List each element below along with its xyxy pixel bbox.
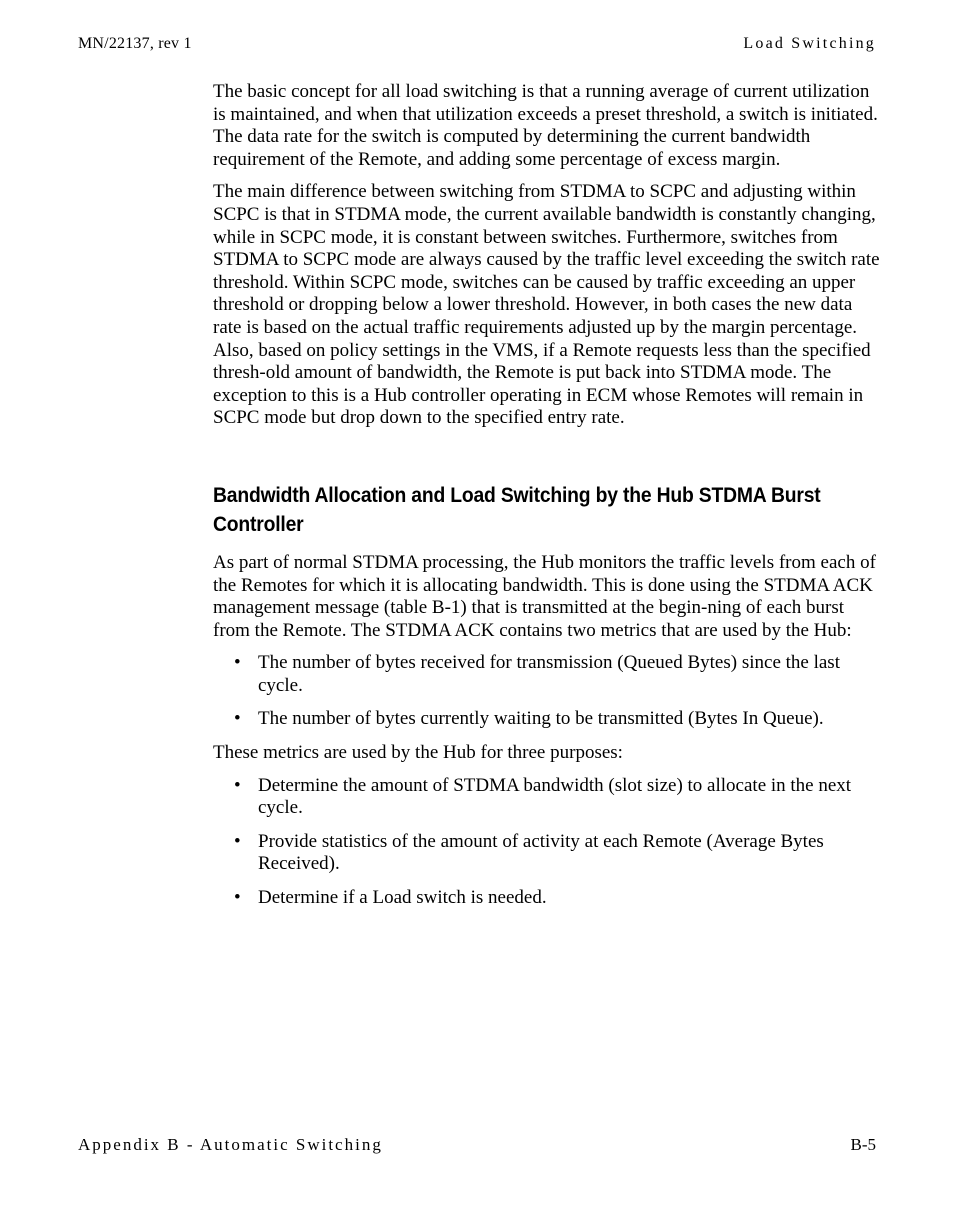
bullet-icon: • bbox=[234, 774, 241, 796]
metrics-bullet-list bbox=[213, 652, 881, 731]
list-item bbox=[213, 831, 881, 876]
list-item bbox=[213, 652, 881, 697]
purposes-bullet-list bbox=[213, 775, 881, 910]
header-doc-number: MN/22137, rev 1 bbox=[78, 35, 192, 52]
list-item-text: The number of bytes received for transmission (Queued Bytes) since the last cycle. bbox=[258, 652, 840, 696]
footer-appendix-title: Appendix B - Automatic Switching bbox=[78, 1135, 383, 1154]
list-item-text: The number of bytes currently waiting to be transmitted (Bytes In Queue). bbox=[258, 708, 824, 730]
list-item bbox=[213, 775, 881, 820]
list-item-text: Determine if a Load switch is needed. bbox=[258, 887, 547, 909]
section-paragraph-1: As part of normal STDMA processing, the Hub monitors the traffic levels from each of the Remotes for which it is allocating bandwidth. This is done using the STDMA ACK management message (table B-1) that is transmitted at the begin-ning of each burst from the Remote. The STDMA ACK contains two metrics that are used by the Hub: bbox=[213, 551, 876, 641]
list-item bbox=[213, 887, 881, 910]
bullet-icon: • bbox=[234, 652, 241, 674]
bullet-icon: • bbox=[234, 708, 241, 730]
page-body bbox=[213, 81, 881, 921]
header-section-title: Load Switching bbox=[743, 35, 876, 52]
section-heading: Bandwidth Allocation and Load Switching by the Hub STDMA Burst Controller bbox=[213, 483, 821, 536]
list-item bbox=[213, 708, 881, 731]
list-item-text: Determine the amount of STDMA bandwidth (slot size) to allocate in the next cycle. bbox=[258, 774, 852, 819]
bullet-icon: • bbox=[234, 887, 241, 909]
footer-page-number: B-5 bbox=[850, 1135, 876, 1154]
intro-paragraph-1: The basic concept for all load switching is that a running average of current utilization is maintained, and when that utilization exceeds a preset threshold, a switch is initiated. The data rate for the switch is computed by determining the current bandwidth requirement of the Remote, and adding some percentage of excess margin. bbox=[213, 81, 878, 170]
section-paragraph-2: These metrics are used by the Hub for three purposes: bbox=[213, 742, 623, 764]
intro-paragraph-2: The main difference between switching from STDMA to SCPC and adjusting within SCPC is that in STDMA mode, the current available bandwidth is constantly changing, while in SCPC mode, it is constant between switches. Furthermore, switches from STDMA to SCPC mode are always caused by the traffic level exceeding the switch rate threshold. Within SCPC mode, switches can be caused by traffic exceeding an upper threshold or dropping below a lower threshold. However, in both cases the new data rate is based on the actual traffic requirements adjusted up by the margin percentage. Also, based on policy settings in the VMS, if a Remote requests less than the specified thresh-old amount of bandwidth, the Remote is put back into STDMA mode. The exception to this is a Hub controller operating in ECM whose Remotes will remain in SCPC mode but drop down to the specified entry rate. bbox=[213, 181, 880, 429]
bullet-icon: • bbox=[234, 830, 241, 852]
list-item-text: Provide statistics of the amount of activity at each Remote (Average Bytes Received). bbox=[258, 830, 824, 875]
